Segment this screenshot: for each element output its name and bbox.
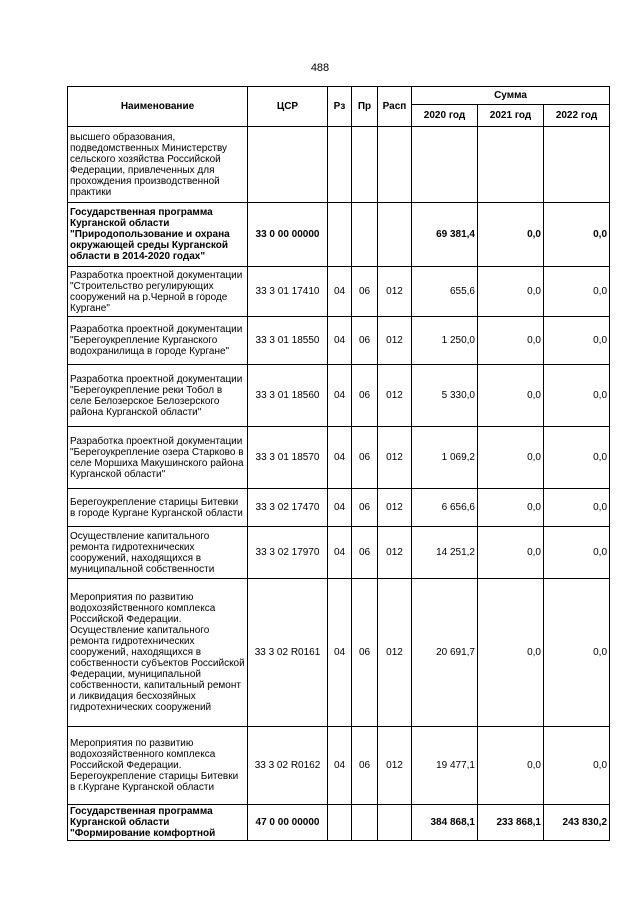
row-name: Осуществление капитального ремонта гидротехнических сооружений, находящихся в муниципальной собственности xyxy=(68,527,248,579)
row-pr: 06 xyxy=(352,727,378,805)
table-row xyxy=(68,365,610,427)
row-value-2020: 69 381,4 xyxy=(412,203,478,267)
row-name: Берегоукрепление старицы Битевки в городе Кургане Курганской области xyxy=(68,489,248,527)
row-csr: 33 3 01 17410 xyxy=(248,267,328,317)
row-pr xyxy=(352,127,378,203)
row-value-2021 xyxy=(478,127,544,203)
row-csr: 33 3 02 17970 xyxy=(248,527,328,579)
row-rasp xyxy=(378,127,412,203)
budget-table xyxy=(67,86,610,841)
row-value-2022: 0,0 xyxy=(544,489,610,527)
row-value-2021: 0,0 xyxy=(478,489,544,527)
row-name: высшего образования, подведомственных Министерству сельского хозяйства Российской Федерации, привлеченных для прохождения производственной практики xyxy=(68,127,248,203)
row-pr: 06 xyxy=(352,527,378,579)
row-pr xyxy=(352,805,378,841)
row-name: Разработка проектной документации "Строительство регулирующих сооружений на р.Черной в городе Кургане" xyxy=(68,267,248,317)
row-pr: 06 xyxy=(352,489,378,527)
row-rasp: 012 xyxy=(378,579,412,727)
row-value-2022: 0,0 xyxy=(544,579,610,727)
row-name: Разработка проектной документации "Берегоукрепление озера Старково в селе Моршиха Макушинского района Курганской области" xyxy=(68,427,248,489)
table-row xyxy=(68,805,610,841)
row-pr xyxy=(352,203,378,267)
header-name: Наименование xyxy=(68,87,248,127)
row-name: Государственная программа Курганской области "Формирование комфортной xyxy=(68,805,248,841)
row-rasp: 012 xyxy=(378,527,412,579)
row-value-2022: 0,0 xyxy=(544,727,610,805)
row-value-2020: 20 691,7 xyxy=(412,579,478,727)
row-rasp xyxy=(378,805,412,841)
row-value-2022: 0,0 xyxy=(544,365,610,427)
row-value-2021: 0,0 xyxy=(478,267,544,317)
row-value-2021: 0,0 xyxy=(478,727,544,805)
row-rasp: 012 xyxy=(378,427,412,489)
table-body xyxy=(68,127,610,841)
row-name: Мероприятия по развитию водохозяйственного комплекса Российской Федерации. Берегоукрепление старицы Битевки в г.Кургане Курганской области xyxy=(68,727,248,805)
row-value-2020: 1 069,2 xyxy=(412,427,478,489)
row-rz: 04 xyxy=(328,427,352,489)
row-csr: 47 0 00 00000 xyxy=(248,805,328,841)
row-csr: 33 3 02 R0162 xyxy=(248,727,328,805)
row-value-2021: 0,0 xyxy=(478,579,544,727)
row-value-2020 xyxy=(412,127,478,203)
row-value-2020: 1 250,0 xyxy=(412,317,478,365)
page-number: 488 xyxy=(310,62,330,74)
row-value-2021: 0,0 xyxy=(478,365,544,427)
row-rasp: 012 xyxy=(378,727,412,805)
row-rasp: 012 xyxy=(378,317,412,365)
row-rz: 04 xyxy=(328,267,352,317)
row-csr: 33 3 02 R0161 xyxy=(248,579,328,727)
row-value-2022: 0,0 xyxy=(544,203,610,267)
row-rz xyxy=(328,127,352,203)
header-year-2020: 2020 год xyxy=(412,105,478,127)
header-pr: Пр xyxy=(352,87,378,127)
header-csr: ЦСР xyxy=(248,87,328,127)
row-value-2020: 655,6 xyxy=(412,267,478,317)
table-row xyxy=(68,267,610,317)
row-pr: 06 xyxy=(352,267,378,317)
row-value-2022: 0,0 xyxy=(544,427,610,489)
row-pr: 06 xyxy=(352,365,378,427)
row-value-2020: 6 656,6 xyxy=(412,489,478,527)
header-year-2022: 2022 год xyxy=(544,105,610,127)
table-row xyxy=(68,427,610,489)
row-rz xyxy=(328,805,352,841)
table-row xyxy=(68,127,610,203)
table-row xyxy=(68,317,610,365)
row-csr: 33 3 02 17470 xyxy=(248,489,328,527)
table-row xyxy=(68,203,610,267)
row-rasp: 012 xyxy=(378,267,412,317)
header-rz: Рз xyxy=(328,87,352,127)
row-value-2020: 19 477,1 xyxy=(412,727,478,805)
row-csr: 33 3 01 18550 xyxy=(248,317,328,365)
row-csr: 33 3 01 18560 xyxy=(248,365,328,427)
row-value-2021: 0,0 xyxy=(478,203,544,267)
row-name: Государственная программа Курганской области "Природопользование и охрана окружающей среды Курганской области в 2014-2020 годах" xyxy=(68,203,248,267)
row-value-2020: 14 251,2 xyxy=(412,527,478,579)
row-rasp xyxy=(378,203,412,267)
row-value-2020: 5 330,0 xyxy=(412,365,478,427)
row-rasp: 012 xyxy=(378,489,412,527)
row-value-2021: 0,0 xyxy=(478,317,544,365)
row-value-2021: 0,0 xyxy=(478,427,544,489)
row-pr: 06 xyxy=(352,579,378,727)
row-rasp: 012 xyxy=(378,365,412,427)
table-row xyxy=(68,489,610,527)
table-row xyxy=(68,579,610,727)
row-rz: 04 xyxy=(328,317,352,365)
row-value-2022 xyxy=(544,127,610,203)
header-rasp: Расп xyxy=(378,87,412,127)
row-name: Мероприятия по развитию водохозяйственного комплекса Российской Федерации. Осуществление капитального ремонта гидротехнических сооружений, находящихся в собственности субъектов Российской Федерации, муниципальной собственности, капитальный ремонт и ликвидация бесхозяйных гидротехнических сооружений xyxy=(68,579,248,727)
row-value-2022: 243 830,2 xyxy=(544,805,610,841)
row-value-2022: 0,0 xyxy=(544,267,610,317)
row-rz: 04 xyxy=(328,579,352,727)
row-rz xyxy=(328,203,352,267)
row-name: Разработка проектной документации "Берегоукрепление реки Тобол в селе Белозерское Белозерского района Курганской области" xyxy=(68,365,248,427)
row-value-2020: 384 868,1 xyxy=(412,805,478,841)
row-rz: 04 xyxy=(328,365,352,427)
row-value-2021: 233 868,1 xyxy=(478,805,544,841)
row-csr xyxy=(248,127,328,203)
row-name: Разработка проектной документации "Берегоукрепление Курганского водохранилища в городе Кургане" xyxy=(68,317,248,365)
table-row xyxy=(68,727,610,805)
row-rz: 04 xyxy=(328,727,352,805)
row-rz: 04 xyxy=(328,527,352,579)
header-year-2021: 2021 год xyxy=(478,105,544,127)
row-csr: 33 0 00 00000 xyxy=(248,203,328,267)
row-pr: 06 xyxy=(352,317,378,365)
row-rz: 04 xyxy=(328,489,352,527)
row-pr: 06 xyxy=(352,427,378,489)
row-csr: 33 3 01 18570 xyxy=(248,427,328,489)
header-sum: Сумма xyxy=(412,87,610,105)
row-value-2022: 0,0 xyxy=(544,317,610,365)
row-value-2022: 0,0 xyxy=(544,527,610,579)
table-row xyxy=(68,527,610,579)
row-value-2021: 0,0 xyxy=(478,527,544,579)
